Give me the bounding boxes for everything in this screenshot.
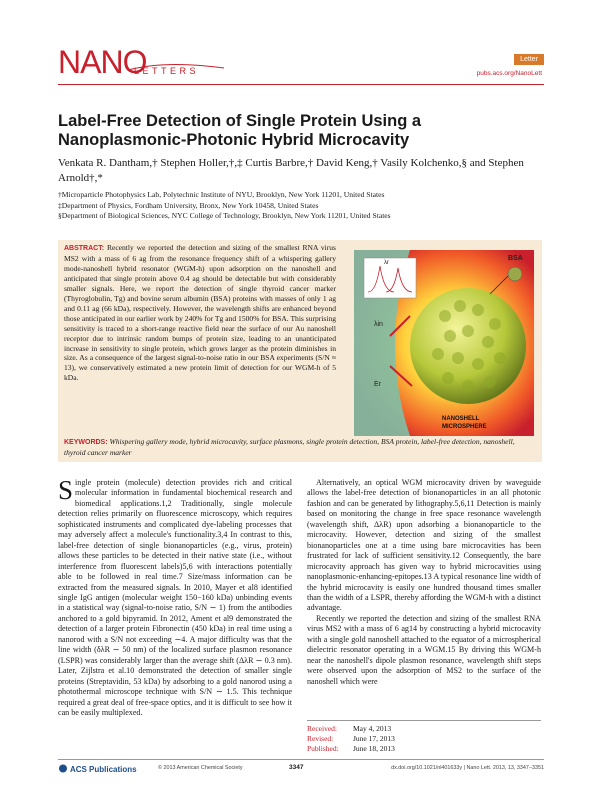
journal-logo [58,42,233,82]
history-label: Revised: [307,734,334,743]
journal-logo-sub: LETTERS [134,66,200,76]
drop-cap: S [58,475,74,505]
history-row [307,734,541,744]
history-label: Published: [307,744,339,753]
bsa-label: BSA [508,255,523,262]
journal-url-link[interactable]: pubs.acs.org/NanoLett [476,70,542,77]
copyright: © 2013 American Chemical Society [158,765,243,771]
affiliations [58,190,538,222]
affiliation-line: †Microparticle Photophysics Lab, Polytechnic Institute of NYU, Brooklyn, New York 11201, United States [58,190,385,199]
footer-divider [58,759,544,760]
keywords [64,437,536,458]
history-value: June 18, 2013 [353,744,395,753]
er-label: Er [374,381,381,388]
history-row [307,724,541,734]
toc-graphic [350,246,538,446]
history-value: June 17, 2013 [353,734,395,743]
affiliation-line: ‡Department of Physics, Fordham University, Bronx, New York 10458, United States [58,200,319,210]
nanoshell-label: NANOSHELL [442,416,480,422]
body-column-left [58,475,292,718]
affiliation-line: §Department of Biological Sciences, NYC College of Technology, Brooklyn, New York 11201, United States [58,211,391,220]
body-paragraph [58,475,292,718]
abstract-text: Recently we reported the detection and sizing of the smallest RNA virus MS2 with a mass of 6 ag from the resonance frequency shift of a whispering gallery mode-nanoshell hybrid resonator (WGM-h) upon adsorption on the nanoshell and anticipated that single protein above 0.4 ag should be detectable but with considerably smaller signals. Here, we report the detection of single thyroid cancer marker (Thyroglobulin, Tg) and bovine serum albumin (BSA) proteins with masses of only 1 ag and 0.11 ag (66 kDa), respectively. However, the wavelength shifts are enhanced beyond those anticipated in our earlier work by 240% for Tg and 1500% for BSA. This surprising sensitivity is traced to a short-range reactive field near the surface of our Au nanoshell receptor due to intrinsic random bumps of protein size, leading to an unanticipated increase in sensitivity to single protein, which grows larger as the protein diminishes in size. As a consequence of the largest signal-to-noise ratio in our BSA experiments (S/N ≈ 13), we conservatively estimated a new protein limit of detection for our WGM-h of 5 kDa. [64,243,336,383]
lambda-r-label: λr [384,260,389,266]
body-paragraph: Alternatively, an optical WGM microcavity driven by waveguide allows the label-free detection of bionanoparticles in an all photonic fashion and can be generated by lithography.5,6,11 Detection is mainly based on monitoring the change in free space resonance wavelength (wavelength shift, ΔλR) upon adsorbing a bionanoparticle to the microcavity. However, detection and sizing of the smallest bionanoparticles one at a time using bare microcavities has been frustrated for lack of sufficient sensitivity.12 Consequently, the bare microcavity approach has given way to hybrid microcavities using nanoplasmonic-enhancing-epitopes.13 A typical resonance line width of the hybrid microcavity is easily one hundred thousand times smaller than the width of a LSPR, thereby affording the WGM-h with a distinct advantage. [307,478,541,613]
acs-publications-logo [58,764,137,774]
body-column-right [307,478,541,687]
article-type-badge: Letter [514,54,544,65]
keywords-label: KEYWORDS: [64,439,108,446]
page-number: 3347 [289,764,304,771]
journal-logo-main: NANO [58,44,147,80]
bsa-protein-icon [508,267,522,281]
microsphere-label: MICROSPHERE [442,424,487,430]
body-paragraph: Recently we reported the detection and sizing of the smallest RNA virus MS2 with a mass of 6 ag14 by constructing a hybrid microcavity with a single gold nanoshell attached to the equator of a microspherical dielectric resonator operating in a WGM.15 By driving this WGM-h near the nanoshell's dipole plasmon resonance, wavelength shift steps were observed upon the adsorption of MS2 to the surface of the nanoshell which were [307,613,541,686]
lambda-in-label: λin [374,321,383,328]
article-history [307,720,541,754]
header-divider [58,84,544,85]
history-label: Received: [307,724,337,733]
spectrum-inset [364,258,416,298]
paper-title: Label-Free Detection of Single Protein Using a Nanoplasmonic-Photonic Hybrid Microcavity [58,112,422,149]
history-row [307,744,541,754]
author-list: Venkata R. Dantham,† Stephen Holler,†,‡ Curtis Barbre,† David Keng,† Vasily Kolchenko,§ and Stephen Arnold†,* [58,157,524,184]
body-text: ingle protein (molecule) detection provides rich and critical molecular information in fundamental biochemical research and biomedical applications.1,2 Traditionally, single molecule detection relies primarily on fluorescence microscopy, which requires sophisticated instruments and complicated dye-labeling processes that may adversely affect a molecule's functionality.3,4 In contrast to this, label-free detection of single bionanoparticles (e.g., virus, protein) allows these particles to be detected in their native state (i.e., without interference from fluorescent labels)5,6 with interactions potentially able to be followed in real time.7 Size/mass information can be extracted from the measured signals. In 2010, Mayer et al8 identified single IgG antigen (molecular weight 150−160 kDa) unbinding events in a statistical way (signal-to-noise ratio, S/N ∼ 1) from the antibodies anchored to a gold bipyramid. In 2012, Ament et al9 demonstrated the detection of a larger protein Fibronectin (450 kDa) in real time using a nanorod with a S/N not exceeding ∼4. A major difficulty was that the line width (δλR ∼ 50 nm) of the localized surface plasmon resonance (LSPR) was considerably larger than the average shift (ΔλR ∼ 0.3 nm). Later, Zijlstra et al.10 demonstrated the detection of smaller single proteins (Streptavidin, 53 kDa) by adsorbing to a gold nanorod using a photothermal microscope technique with S/N ∼ 1.5. This technique required a great deal of free-space optics, and it is difficult to see how it can be easily multiplexed. [58,478,292,717]
doi-citation[interactable]: dx.doi.org/10.1021/nl401633y | Nano Lett. 2013, 13, 3347−3351 [391,765,544,771]
publisher-name: ACS Publications [69,765,137,774]
abstract-label: ABSTRACT: [64,245,105,252]
history-value: May 4, 2013 [353,724,392,733]
keywords-text: Whispering gallery mode, hybrid microcavity, surface plasmons, single protein detection, BSA protein, label-free detection, nanoshell, thyroid cancer marker [64,437,515,457]
acs-logo-icon [58,764,68,773]
abstract [64,243,336,383]
